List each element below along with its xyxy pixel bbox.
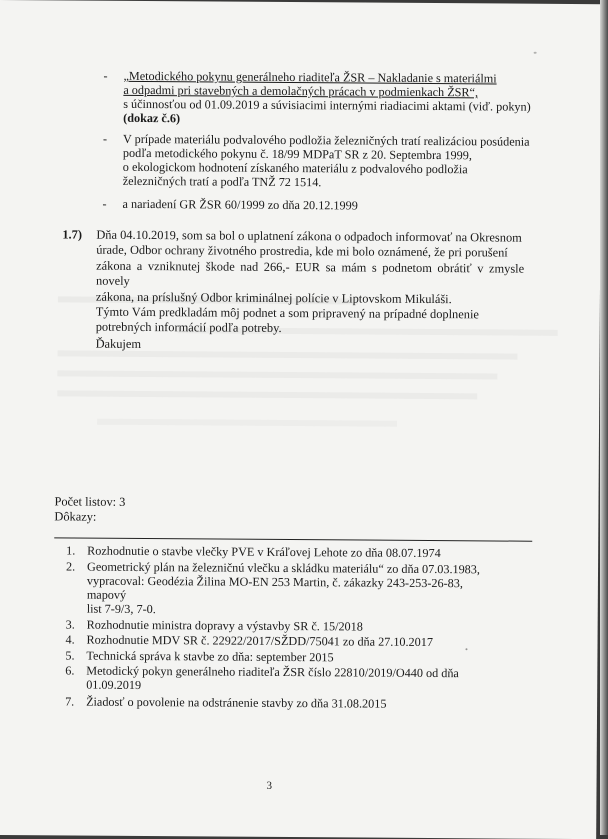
list-number: 2.: [66, 558, 76, 574]
bullet-line: a odpadmi pri stavebných a demolačných prácach v podmienkach ŽSR“,: [123, 82, 479, 100]
page-number: 3: [266, 779, 273, 792]
paragraph-line: potrebných informácií podľa potreby.: [95, 320, 282, 336]
list-number: 4.: [65, 632, 75, 647]
list-number: 3.: [65, 616, 75, 632]
list-item-text: Rozhodnutie o stavbe vlečky PVE v Kráľovej Lehote zo dňa 08.07.1974: [87, 543, 441, 561]
divider-line: [54, 537, 532, 541]
bullet-line: a nariadení GR ŽSR 60/1999 zo dňa 20.12.1999: [122, 196, 358, 213]
bullet-line: železničných tratí a podľa TNŽ 72 1514.: [122, 173, 322, 190]
bullet-line: V prípade materiálu podvalového podložia železničných tratí realizáciou posúdenia: [122, 131, 530, 149]
list-item-text: 01.09.2019: [86, 677, 142, 693]
bullet-line: s účinnosťou od 01.09.2019 a súvisiacimi internými riadiacimi aktami (viď. pokyn): [123, 96, 531, 114]
list-item-text: Geometrický plán na železničnú vlečku a skládku materiálu“ zo dňa 07.03.1983,: [87, 559, 480, 576]
bullet-line: podľa metodického pokynu č. 18/99 MDPaT SR z 20. Septembra 1999,: [122, 145, 472, 163]
list-item: [65, 694, 485, 711]
bleed-through-texture: [57, 290, 578, 494]
list-number: 6.: [65, 663, 75, 678]
evidence-reference: (dokaz č.6): [123, 110, 181, 126]
list-item-text: Rozhodnutie ministra dopravy a výstavby SR č. 15/2018: [86, 617, 363, 634]
scan-speck: [465, 648, 467, 650]
scan-edge-shadow: [600, 0, 608, 835]
evidence-heading: Dôkazy:: [54, 509, 97, 524]
list-number: 1.: [66, 543, 76, 558]
list-item: [66, 559, 486, 618]
bullet-line: „Metodického pokynu generálneho riaditeľa ŽSR – Nakladanie s materiálmi: [123, 68, 497, 86]
list-item-text: list 7-9/3, 7-0.: [86, 601, 156, 616]
paragraph-line: úrade, Odbor ochrany životného prostredia, kde mi bolo oznámené, že pri porušení: [96, 243, 508, 260]
list-item-text: vypracoval: Geodézia Žilina MO-EN 253 Martin, č. zákazky 243-253-26-83, mapový: [86, 573, 463, 602]
bullet-dash: -: [102, 131, 108, 146]
bullet-dash: -: [103, 68, 108, 83]
evidence-list: [65, 543, 486, 712]
list-item: [65, 648, 485, 665]
list-item: [65, 663, 485, 694]
list-number: 5.: [65, 647, 75, 663]
list-item: [66, 543, 486, 560]
scan-speck: [534, 52, 537, 54]
list-item-text: Rozhodnutie MDV SR č. 22922/2017/SŽDD/75041 zo dňa 27.10.2017: [86, 632, 434, 650]
list-number: 7.: [65, 694, 75, 709]
paragraph-line: zákona a vzniknutej škode nad 266,- EUR sa mám s podnetom obrátiť v zmysle novely: [95, 258, 525, 289]
list-item-text: Metodický pokyn generálneho riaditeľa ŽSR číslo 22810/2019/O440 od dňa: [86, 663, 459, 681]
list-item-text: Technická správa k stavbe zo dňa: september 2015: [86, 648, 334, 664]
bullet-line: o ekologickom hodnotení získaného materiálu z podvalového podložia: [122, 159, 468, 177]
paragraph-line: Dňa 04.10.2019, som sa bol o uplatnení zákona o odpadoch informovať na Okresnom: [96, 227, 522, 245]
bullet-dash: -: [102, 196, 107, 211]
list-item: [65, 632, 485, 649]
list-item: [66, 617, 486, 634]
section-number: 1.7): [62, 227, 83, 242]
sheet-count: Počet listov: 3: [54, 494, 126, 509]
list-item-text: Žiadosť o povolenie na odstránenie stavby zo dňa 31.08.2015: [86, 694, 387, 711]
closing-thanks: Ďakujem: [95, 336, 142, 351]
paragraph-line: zákona, na príslušný Odbor kriminálnej polície v Liptovskom Mikuláši.: [95, 289, 452, 306]
paragraph-line: Týmto Vám predkladám môj podnet a som pripravený na prípadné doplnenie: [95, 304, 479, 322]
